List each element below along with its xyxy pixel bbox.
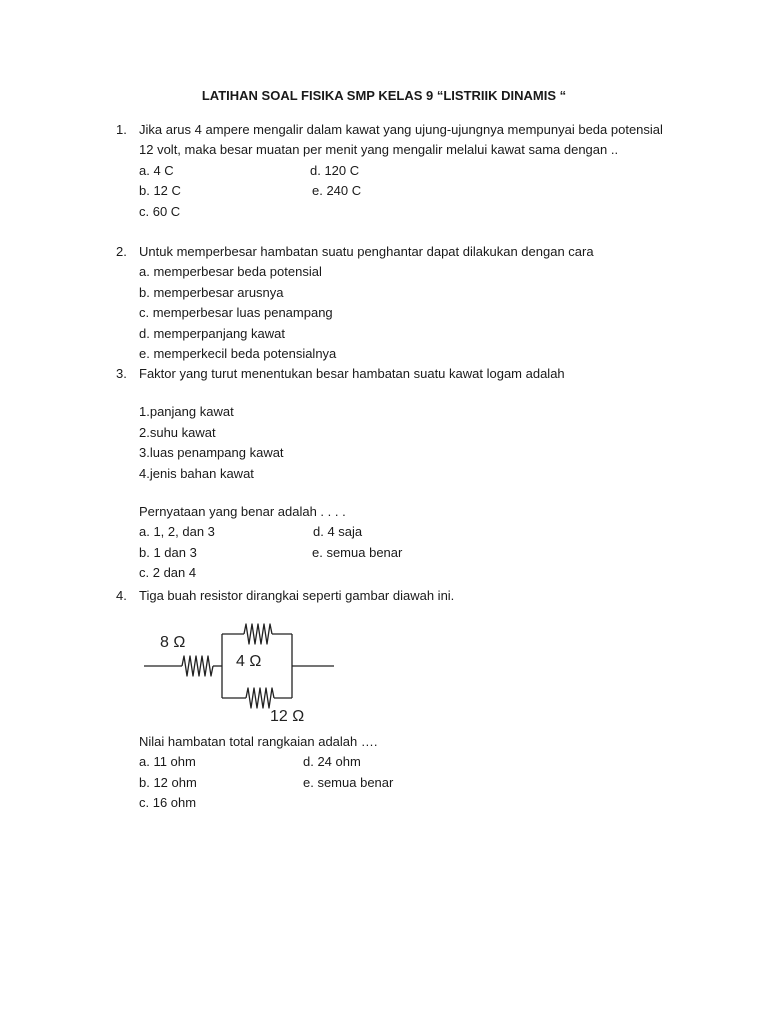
statement-item: 1.panjang kawat bbox=[139, 404, 234, 420]
option-row bbox=[139, 793, 676, 813]
statement-item: 3.luas penampang kawat bbox=[139, 445, 284, 461]
option-b: b. memperbesar arusnya bbox=[139, 284, 284, 300]
option-row bbox=[139, 522, 676, 542]
resistor-12-ohm bbox=[246, 688, 274, 708]
option-row bbox=[139, 563, 676, 583]
option-row bbox=[139, 773, 676, 793]
question-number: 2. bbox=[116, 244, 127, 259]
option-b: b. 1 dan 3 bbox=[139, 544, 197, 560]
question-prompt: Nilai hambatan total rangkaian adalah …. bbox=[139, 734, 378, 749]
option-c: c. 16 ohm bbox=[139, 795, 197, 811]
option-d: d. memperpanjang kawat bbox=[139, 325, 285, 341]
option-row bbox=[139, 161, 676, 181]
resistor-label-4: 4 Ω bbox=[236, 653, 262, 670]
question-text: Jika arus 4 ampere mengalir dalam kawat yang ujung-ujungnya mempunyai beda potensial 12 volt, maka besar muatan per menit yang mengalir melalui kawat sama dengan .. bbox=[139, 122, 663, 158]
worksheet-title: LATIHAN SOAL FISIKA SMP KELAS 9 “LISTRIIK DINAMIS “ bbox=[201, 88, 567, 103]
question-4-answers bbox=[116, 732, 676, 814]
option-row bbox=[139, 752, 676, 772]
option-c: c. 2 dan 4 bbox=[139, 565, 197, 581]
option-b: b. 12 C bbox=[139, 183, 181, 199]
resistor-circuit-diagram bbox=[140, 620, 340, 724]
resistor-label-12: 12 Ω bbox=[270, 708, 305, 724]
option-a: a. memperbesar beda potensial bbox=[139, 264, 322, 280]
option-b: b. 12 ohm bbox=[139, 774, 197, 790]
option-c: c. memperbesar luas penampang bbox=[139, 305, 333, 321]
option-a: a. 11 ohm bbox=[139, 754, 196, 770]
option-row bbox=[139, 543, 676, 563]
option-c: c. 60 C bbox=[139, 203, 181, 219]
option-e: e. memperkecil beda potensialnya bbox=[139, 346, 337, 362]
option-a: a. 4 C bbox=[139, 162, 174, 178]
statement-item: 2.suhu kawat bbox=[139, 424, 216, 440]
question-4 bbox=[116, 586, 676, 606]
option-row bbox=[139, 181, 676, 201]
question-1 bbox=[116, 120, 676, 222]
question-text: Tiga buah resistor dirangkai seperti gambar diawah ini. bbox=[139, 588, 455, 603]
question-text: Faktor yang turut menentukan besar hambatan suatu kawat logam adalah bbox=[139, 366, 565, 381]
resistor-label-8: 8 Ω bbox=[160, 634, 186, 651]
question-number: 4. bbox=[116, 588, 127, 603]
question-2 bbox=[116, 242, 676, 364]
question-prompt: Pernyataan yang benar adalah . . . . bbox=[139, 504, 346, 520]
resistor-8-ohm bbox=[182, 656, 213, 676]
option-d: d. 4 saja bbox=[313, 524, 363, 540]
resistor-4-ohm bbox=[244, 624, 272, 644]
option-row bbox=[139, 202, 676, 222]
question-3 bbox=[116, 364, 676, 584]
question-number: 1. bbox=[116, 122, 127, 137]
option-a: a. 1, 2, dan 3 bbox=[139, 524, 215, 540]
option-e: e. semua benar bbox=[312, 544, 403, 560]
option-e: e. semua benar bbox=[303, 774, 394, 790]
option-e: e. 240 C bbox=[312, 183, 362, 199]
question-text: Untuk memperbesar hambatan suatu penghantar dapat dilakukan dengan cara bbox=[139, 244, 594, 259]
option-d: d. 24 ohm bbox=[303, 754, 361, 770]
question-number: 3. bbox=[116, 366, 127, 381]
option-d: d. 120 C bbox=[310, 162, 360, 178]
statement-item: 4.jenis bahan kawat bbox=[139, 465, 254, 481]
